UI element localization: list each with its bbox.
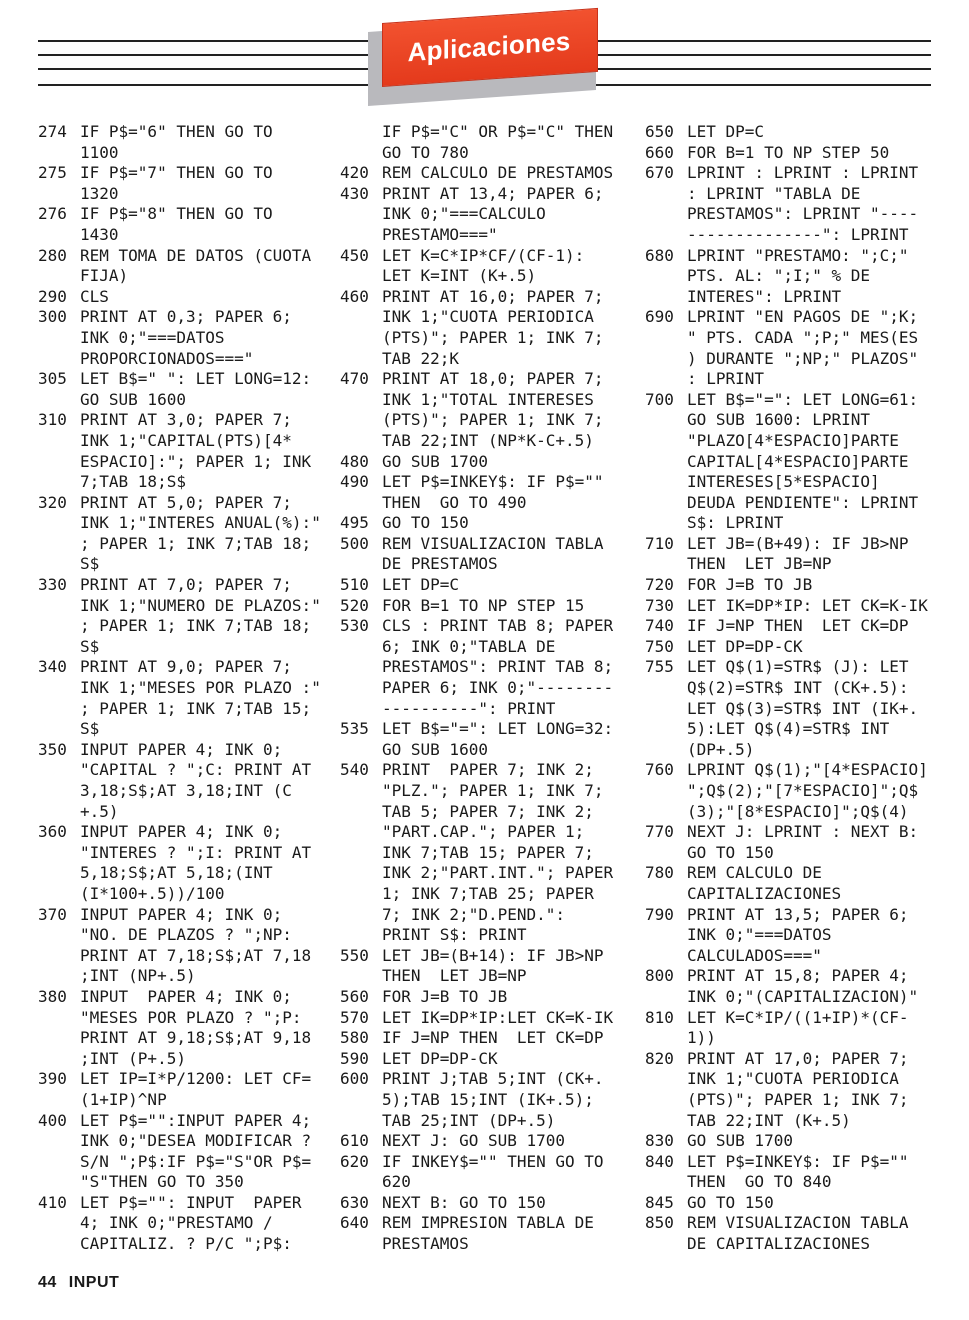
line-number: 410 xyxy=(38,1192,67,1212)
line-number: 360 xyxy=(38,822,67,842)
code-text: IF P$="7" THEN GO TO 1320 xyxy=(80,163,273,203)
code-text: LET B$=" ": LET LONG=12: GO SUB 1600 xyxy=(80,369,312,409)
line-number: 680 xyxy=(645,245,674,265)
code-text: IF P$="6" THEN GO TO 1100 xyxy=(80,122,273,162)
line-number: 305 xyxy=(38,369,67,389)
code-line xyxy=(340,246,635,287)
line-number: 340 xyxy=(38,657,67,677)
code-line xyxy=(38,822,338,904)
code-line xyxy=(38,204,338,245)
line-number: 810 xyxy=(645,1007,674,1027)
code-line xyxy=(38,740,338,822)
line-number: 320 xyxy=(38,492,67,512)
code-line xyxy=(38,122,338,163)
code-text: PRINT PAPER 7; INK 2; "PLZ."; PAPER 1; INK 7; TAB 5; PAPER 7; INK 2; "PART.CAP."; PAPER 1; INK 7;TAB 15; PAPER 7; INK 2;"PART.INT."; PAPER 1; INK 7;TAB 25; PAPER 7; INK 2;"D.PEND.": PRINT S$: PRINT xyxy=(382,760,614,945)
listing-column-1 xyxy=(38,122,338,1255)
line-number: 840 xyxy=(645,1151,674,1171)
code-line xyxy=(340,616,635,719)
code-line xyxy=(340,719,635,760)
code-line xyxy=(645,1049,945,1131)
code-line xyxy=(38,905,338,987)
line-number: 650 xyxy=(645,122,674,141)
line-number: 510 xyxy=(340,575,369,595)
code-text: INPUT PAPER 4; INK 0; "INTERES ? ";I: PRINT AT 5,18;S$;AT 5,18;(INT (I*100+.5))/100 xyxy=(80,822,312,903)
line-number: 330 xyxy=(38,575,67,595)
code-line xyxy=(340,1152,635,1193)
line-number: 535 xyxy=(340,719,369,739)
code-line xyxy=(645,596,945,617)
code-line xyxy=(38,657,338,739)
page-footer xyxy=(38,1274,131,1292)
code-line xyxy=(645,1131,945,1152)
section-title: Aplicaciones xyxy=(407,25,571,68)
listing-column-3 xyxy=(645,122,945,1255)
code-text: REM CALCULO DE CAPITALIZACIONES xyxy=(687,863,842,903)
code-text: IF J=NP THEN LET CK=DP xyxy=(382,1028,604,1048)
line-number: 740 xyxy=(645,616,674,636)
line-number: 750 xyxy=(645,636,674,656)
line-number: 560 xyxy=(340,986,369,1006)
line-number: 770 xyxy=(645,822,674,842)
code-text: LPRINT Q$(1);"[4*ESPACIO] ";Q$(2);"[7*ESPACIO]";Q$ (3);"[8*ESPACIO]";Q$(4) xyxy=(687,760,928,821)
code-text: LET K=C*IP*CF/(CF-1): LET K=INT (K+.5) xyxy=(382,245,585,286)
code-line xyxy=(38,987,338,1069)
line-number: 276 xyxy=(38,204,67,224)
code-line xyxy=(38,307,338,369)
code-line xyxy=(645,1213,945,1254)
line-number: 480 xyxy=(340,451,369,471)
code-line xyxy=(340,946,635,987)
line-number: 380 xyxy=(38,986,67,1006)
code-text: GO TO 150 xyxy=(382,513,469,533)
line-number: 700 xyxy=(645,389,674,409)
code-text: LPRINT "EN PAGOS DE ";K; " PTS. CADA ";P;" MES(ES ) DURANTE ";NP;" PLAZOS" : LPRINT xyxy=(687,307,919,389)
line-number: 800 xyxy=(645,966,674,986)
code-line xyxy=(645,637,945,658)
line-number: 620 xyxy=(340,1151,369,1171)
code-text: CLS xyxy=(80,286,109,306)
code-line xyxy=(38,575,338,657)
code-line xyxy=(340,1008,635,1029)
code-text: LPRINT "PRESTAMO: ";C;" PTS. AL: ";I;" % DE INTERES": LPRINT xyxy=(687,245,909,306)
line-number: 580 xyxy=(340,1028,369,1048)
magazine-name: INPUT xyxy=(68,1274,120,1291)
code-text: FOR B=1 TO NP STEP 50 xyxy=(687,142,890,162)
code-line xyxy=(645,122,945,143)
code-text: CLS : PRINT TAB 8; PAPER 6; INK 0;"TABLA DE PRESTAMOS": PRINT TAB 8; PAPER 6; INK 0;"-------- ----------": PRINT xyxy=(382,616,614,718)
code-line xyxy=(645,307,945,389)
code-line xyxy=(645,822,945,863)
line-number: 830 xyxy=(645,1131,674,1151)
code-text: LET IK=DP*IP: LET CK=K-IK xyxy=(687,595,928,615)
code-line xyxy=(645,966,945,1007)
line-number: 630 xyxy=(340,1192,369,1212)
code-text: IF P$="8" THEN GO TO 1430 xyxy=(80,204,273,244)
code-line xyxy=(340,1131,635,1152)
code-line xyxy=(340,369,635,451)
code-line xyxy=(38,410,338,492)
code-line xyxy=(38,1111,338,1193)
code-text: FOR B=1 TO NP STEP 15 xyxy=(382,595,585,615)
code-line xyxy=(340,987,635,1008)
line-number: 420 xyxy=(340,163,369,183)
code-line xyxy=(645,905,945,967)
page-number: 44 xyxy=(38,1274,57,1291)
code-text: NEXT B: GO TO 150 xyxy=(382,1192,546,1212)
line-number: 690 xyxy=(645,307,674,327)
line-number: 500 xyxy=(340,533,369,553)
code-text: LET P$=INKEY$: IF P$="" THEN GO TO 840 xyxy=(687,1151,909,1192)
code-text: GO TO 150 xyxy=(687,1192,774,1212)
line-number: 300 xyxy=(38,307,67,327)
code-text: PRINT AT 13,4; PAPER 6; INK 0;"===CALCULO PRESTAMO===" xyxy=(382,183,604,244)
line-number: 275 xyxy=(38,163,67,183)
code-line xyxy=(38,1069,338,1110)
code-line xyxy=(340,452,635,473)
line-number: 670 xyxy=(645,163,674,183)
code-text: INPUT PAPER 4; INK 0; "MESES POR PLAZO ? ";P: PRINT AT 9,18;S$;AT 9,18 ;INT (P+.5) xyxy=(80,986,312,1068)
code-line xyxy=(340,1069,635,1131)
section-banner xyxy=(368,2,596,106)
line-number: 640 xyxy=(340,1213,369,1233)
line-number: 280 xyxy=(38,245,67,265)
code-line xyxy=(645,1193,945,1214)
line-number: 820 xyxy=(645,1048,674,1068)
code-line xyxy=(645,163,945,245)
code-line xyxy=(645,657,945,760)
code-text: LET P$="":INPUT PAPER 4; INK 0;"DESEA MODIFICAR ? S/N ";P$:IF P$="S"OR P$= "S"THEN GO TO 350 xyxy=(80,1110,312,1192)
code-line xyxy=(38,287,338,308)
code-text: LET B$="=": LET LONG=32: GO SUB 1600 xyxy=(382,719,614,759)
code-text: IF INKEY$="" THEN GO TO 620 xyxy=(382,1151,604,1192)
line-number: 755 xyxy=(645,657,674,677)
code-line xyxy=(645,246,945,308)
code-line xyxy=(38,163,338,204)
code-line xyxy=(38,246,338,287)
code-text: PRINT AT 5,0; PAPER 7; INK 1;"INTERES ANUAL(%):" ; PAPER 1; INK 7;TAB 18; S$ xyxy=(80,492,321,574)
code-line xyxy=(645,575,945,596)
code-line xyxy=(645,1152,945,1193)
code-text: INPUT PAPER 4; INK 0; "CAPITAL ? ";C: PRINT AT 3,18;S$;AT 3,18;INT (C +.5) xyxy=(80,739,312,821)
line-number: 450 xyxy=(340,245,369,265)
code-line xyxy=(340,184,635,246)
line-number: 590 xyxy=(340,1048,369,1068)
line-number: 490 xyxy=(340,472,369,492)
code-text: LET DP=DP-CK xyxy=(382,1048,498,1068)
code-text: REM VISUALIZACION TABLA DE CAPITALIZACIONES xyxy=(687,1213,909,1254)
code-line xyxy=(340,163,635,184)
code-text: PRINT AT 17,0; PAPER 7; INK 1;"CUOTA PERIODICA (PTS)"; PAPER 1; INK 7; TAB 22;INT (K+.5) xyxy=(687,1048,909,1130)
code-text: PRINT AT 9,0; PAPER 7; INK 1;"MESES POR PLAZO :" ; PAPER 1; INK 7;TAB 15; S$ xyxy=(80,657,321,739)
line-number: 780 xyxy=(645,863,674,883)
code-text: IF J=NP THEN LET CK=DP xyxy=(687,616,909,636)
code-text: LET Q$(1)=STR$ (J): LET Q$(2)=STR$ INT (CK+.5): LET Q$(3)=STR$ INT (IK+. 5):LET Q$(4)=STR$ INT (DP+.5) xyxy=(687,657,919,759)
code-text: LET IK=DP*IP:LET CK=K-IK xyxy=(382,1007,614,1027)
line-number: 610 xyxy=(340,1131,369,1151)
code-line xyxy=(340,534,635,575)
line-number: 460 xyxy=(340,286,369,306)
code-text: PRINT AT 18,0; PAPER 7; INK 1;"TOTAL INTERESES (PTS)"; PAPER 1; INK 7; TAB 22;INT (NP*K-C+.5) xyxy=(382,369,604,450)
code-text: LET DP=C xyxy=(382,575,460,595)
line-number: 290 xyxy=(38,286,67,306)
code-text: PRINT J;TAB 5;INT (CK+. 5);TAB 15;INT (IK+.5); TAB 25;INT (DP+.5) xyxy=(382,1069,604,1130)
code-text: LET DP=DP-CK xyxy=(687,636,803,656)
line-number: 570 xyxy=(340,1007,369,1027)
code-line xyxy=(645,760,945,822)
code-line xyxy=(340,1049,635,1070)
code-line xyxy=(38,1193,338,1255)
code-line xyxy=(340,1193,635,1214)
code-text: LET IP=I*P/1200: LET CF= (1+IP)^NP xyxy=(80,1069,312,1109)
code-line xyxy=(645,616,945,637)
code-text: LPRINT : LPRINT : LPRINT : LPRINT "TABLA DE PRESTAMOS": LPRINT "---- --------------": LPRINT xyxy=(687,163,919,244)
line-number: 470 xyxy=(340,369,369,389)
line-number: 390 xyxy=(38,1069,67,1089)
code-text: PRINT AT 16,0; PAPER 7; INK 1;"CUOTA PERIODICA (PTS)"; PAPER 1; INK 7; TAB 22;K xyxy=(382,286,604,368)
line-number: 845 xyxy=(645,1192,674,1212)
code-text: PRINT AT 15,8; PAPER 4; INK 0;"(CAPITALIZACION)" xyxy=(687,966,919,1006)
code-text: REM TOMA DE DATOS (CUOTA FIJA) xyxy=(80,245,312,286)
code-text: NEXT J: LPRINT : NEXT B: GO TO 150 xyxy=(687,822,919,862)
code-text: REM CALCULO DE PRESTAMOS xyxy=(382,163,614,183)
code-line xyxy=(645,390,945,534)
line-number: 310 xyxy=(38,410,67,430)
line-number: 760 xyxy=(645,760,674,780)
code-line xyxy=(340,287,635,369)
code-text: REM VISUALIZACION TABLA DE PRESTAMOS xyxy=(382,533,604,574)
code-line xyxy=(340,596,635,617)
line-number: 730 xyxy=(645,595,674,615)
code-line xyxy=(645,534,945,575)
code-line xyxy=(645,143,945,164)
line-number: 720 xyxy=(645,575,674,595)
line-number: 274 xyxy=(38,122,67,141)
code-line xyxy=(340,1028,635,1049)
line-number: 530 xyxy=(340,616,369,636)
code-text: LET DP=C xyxy=(687,122,765,141)
line-number: 660 xyxy=(645,142,674,162)
line-number: 520 xyxy=(340,595,369,615)
line-number: 350 xyxy=(38,739,67,759)
code-text: LET JB=(B+14): IF JB>NP THEN LET JB=NP xyxy=(382,945,604,986)
line-number: 600 xyxy=(340,1069,369,1089)
code-line xyxy=(340,472,635,513)
code-text: REM IMPRESION TABLA DE PRESTAMOS xyxy=(382,1213,594,1254)
code-text: FOR J=B TO JB xyxy=(687,575,813,595)
code-line xyxy=(38,493,338,575)
line-number: 430 xyxy=(340,183,369,203)
code-text: IF P$="C" OR P$="C" THEN GO TO 780 xyxy=(382,122,614,162)
code-text: LET JB=(B+49): IF JB>NP THEN LET JB=NP xyxy=(687,533,909,574)
code-line xyxy=(38,369,338,410)
line-number: 370 xyxy=(38,904,67,924)
line-number: 400 xyxy=(38,1110,67,1130)
line-number: 850 xyxy=(645,1213,674,1233)
line-number: 540 xyxy=(340,760,369,780)
code-line xyxy=(645,1008,945,1049)
code-text: INPUT PAPER 4; INK 0; "NO. DE PLAZOS ? ";NP: PRINT AT 7,18;S$;AT 7,18 ;INT (NP+.5) xyxy=(80,904,312,986)
line-number: 495 xyxy=(340,513,369,533)
code-text: PRINT AT 0,3; PAPER 6; INK 0;"===DATOS PROPORCIONADOS===" xyxy=(80,307,292,368)
code-text: LET B$="=": LET LONG=61: GO SUB 1600: LPRINT "PLAZO[4*ESPACIO]PARTE CAPITAL[4*ESPACIO]PARTE INTERESES[5*ESPACIO] DEUDA PENDIENTE": LPRINT S$: LPRINT xyxy=(687,389,919,533)
code-line xyxy=(340,575,635,596)
code-text: LET K=C*IP/((1+IP)*(CF- 1)) xyxy=(687,1007,909,1048)
code-line xyxy=(340,760,635,945)
code-line xyxy=(340,513,635,534)
code-text: PRINT AT 3,0; PAPER 7; INK 1;"CAPITAL(PTS)[4* ESPACIO]:"; PAPER 1; INK 7;TAB 18;S$ xyxy=(80,410,312,492)
code-line xyxy=(340,122,635,163)
code-text: PRINT AT 13,5; PAPER 6; INK 0;"===DATOS CALCULADOS===" xyxy=(687,904,909,965)
code-text: GO SUB 1700 xyxy=(687,1131,793,1151)
code-line xyxy=(645,863,945,904)
code-line xyxy=(340,1213,635,1254)
line-number: 790 xyxy=(645,904,674,924)
code-text: LET P$=INKEY$: IF P$="" THEN GO TO 490 xyxy=(382,472,604,512)
line-number: 710 xyxy=(645,533,674,553)
line-number: 550 xyxy=(340,945,369,965)
code-text: PRINT AT 7,0; PAPER 7; INK 1;"NUMERO DE PLAZOS:" ; PAPER 1; INK 7;TAB 18; S$ xyxy=(80,575,321,656)
code-text: LET P$="": INPUT PAPER 4; INK 0;"PRESTAMO / CAPITALIZ. ? P/C ";P$: xyxy=(80,1192,302,1254)
listing-column-2 xyxy=(340,122,635,1255)
code-text: GO SUB 1700 xyxy=(382,451,488,471)
code-text: FOR J=B TO JB xyxy=(382,986,508,1006)
code-text: NEXT J: GO SUB 1700 xyxy=(382,1131,566,1151)
